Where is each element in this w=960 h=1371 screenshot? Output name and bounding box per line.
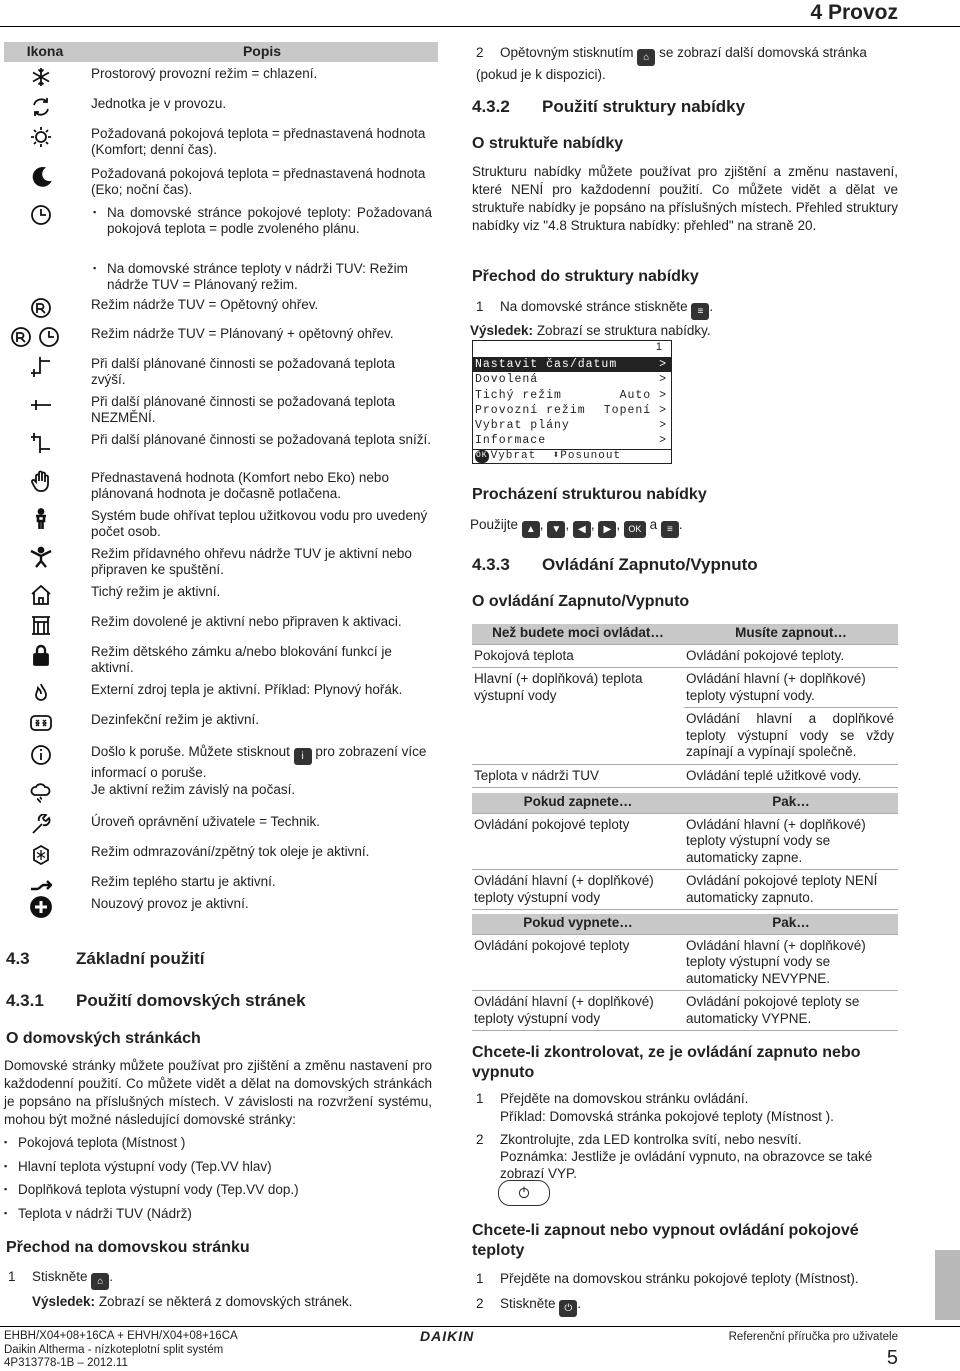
- icon-row: [4, 814, 438, 836]
- icon-desc: Požadovaná pokojová teplota = přednastavená hodnota (Eko; noční čas).: [91, 166, 426, 197]
- step-down-icon: [30, 432, 52, 454]
- icon-row: [4, 508, 438, 540]
- section-4-3-2-heading: 4.3.2 Použití struktury nabídky: [472, 97, 746, 116]
- onoff-table-2: [472, 793, 898, 910]
- icon-row: [4, 546, 438, 578]
- defrost-icon: [30, 844, 52, 866]
- holiday-icon: [30, 614, 52, 636]
- table-row: Teplota v nádrži TUV Ovládání teplé užitkové vody.: [472, 764, 898, 788]
- footer-product: Daikin Altherma - nízkoteplotní split systém: [4, 1343, 224, 1356]
- hot-start-icon: [30, 874, 52, 896]
- table-header: Pokud zapnete…: [472, 793, 684, 813]
- icon-row: [4, 614, 438, 636]
- icon-desc: Režim dětského zámku a/nebo blokování funkcí je aktivní.: [91, 644, 392, 675]
- icon-desc: Režim odmrazování/zpětný tok oleje je aktivní.: [91, 844, 370, 859]
- lcd-menu-item[interactable]: Vybrat plány >: [475, 419, 667, 433]
- icon-desc: Přednastavená hodnota (Komfort nebo Eko) nebo plánovaná hodnota je dočasně potlačena.: [91, 470, 389, 501]
- icon-row: [4, 297, 438, 319]
- col-icon-header: Ikona: [26, 43, 64, 60]
- menu-lcd-screen: [472, 340, 672, 464]
- reheat-icon: [30, 297, 52, 319]
- hand-icon: [30, 470, 52, 492]
- home-button-icon: ⌂: [637, 49, 655, 66]
- icon-desc: Prostorový provozní režim = chlazení.: [91, 66, 318, 81]
- icon-desc: Tichý režim je aktivní.: [91, 584, 221, 599]
- icon-desc: Došlo k poruše. Můžete stisknout i pro zobrazení více informací o poruše.: [91, 744, 427, 780]
- icon-row: [4, 712, 438, 734]
- icon-row: [4, 644, 438, 676]
- lcd-menu-item[interactable]: Nastavit čas/datum >: [473, 357, 671, 372]
- icon-desc: Režim přídavného ohřevu nádrže TUV je aktivní nebo připraven ke spuštění.: [91, 546, 412, 577]
- footer-divider: [0, 1326, 960, 1327]
- home-pages-list: [4, 1135, 299, 1229]
- page-number: 5: [886, 1347, 898, 1369]
- menu-button-icon: ≡: [661, 521, 679, 538]
- sun-icon: [30, 126, 52, 148]
- icon-desc: Při další plánované činnosti se požadovaná teplota zvýší.: [91, 356, 395, 387]
- icon-desc: Při další plánované činnosti se požadovaná teplota NEZMĚNÍ.: [91, 394, 395, 425]
- icon-row: [4, 394, 438, 426]
- browse-menu-text: Použijte ▲ , ▼ , ◀ , ▶ , OK a ≡ .: [470, 516, 683, 538]
- lcd-menu-item[interactable]: Provozní režim Topení >: [475, 403, 667, 417]
- up-button-icon: ▲: [522, 521, 540, 538]
- icon-desc: Požadovaná pokojová teplota = přednastavená hodnota (Komfort; denní čas).: [91, 126, 426, 157]
- list-item: ▪ Teplota v nádrži TUV (Nádrž): [4, 1206, 299, 1230]
- goto-home-result: Výsledek: Zobrazí se některá z domovských stránek.: [32, 1294, 353, 1309]
- table-header: Než budete moci ovládat…: [472, 624, 684, 644]
- lcd-menu-item[interactable]: Informace >: [475, 434, 667, 448]
- table-row: Ovládání pokojové teploty Ovládání hlavní (+ doplňkové) teploty výstupní vody se automaticky zapne.: [472, 813, 898, 870]
- table-row: Pokojová teplota Ovládání pokojové teploty.: [472, 644, 898, 668]
- chapter-title: 4 Provoz: [810, 1, 898, 24]
- icon-row: [4, 326, 438, 348]
- icon-row: [4, 96, 438, 118]
- browse-menu-heading: Procházení strukturou nabídky: [472, 486, 707, 503]
- powerful-icon: [30, 546, 52, 568]
- icon-row: [4, 682, 438, 704]
- home-step-2: 2 Opětovným stisknutím ⌂ se zobrazí další domovská stránka (pokud je k dispozici).: [476, 45, 867, 82]
- clock-icon: [30, 204, 52, 226]
- about-menu-text: Strukturu nabídky můžete používat pro zjištění a změnu nastavení, které NENÍ pro každodenní použití. Co můžete vidět a dělat ve struktuře nabídky je popsáno na příslušných místech. Přehled struktury nabídky viz "4.8 Struktura nabídky: přehled" na straně 20.: [472, 164, 898, 233]
- list-item: ▪ Hlavní teplota výstupní vody (Tep.VV hlav): [4, 1159, 299, 1183]
- icon-row: [4, 432, 438, 454]
- about-home-pages-text: Domovské stránky můžete používat pro zjištění a změnu nastavení pro každodenní použití. Co můžete vidět a dělat na domovských stránkách je popsáno na příslušných místech. V závislosti na rozvržení systému, mohou být možné následující domovské stránky:: [4, 1058, 432, 1127]
- emergency-icon: [30, 896, 52, 918]
- home-button-icon: ⌂: [91, 1273, 109, 1290]
- rotate-icon: [30, 96, 52, 118]
- check-step-1: 1 Přejděte na domovskou stránku ovládání.: [476, 1091, 749, 1106]
- header-divider: [0, 26, 960, 27]
- weather-icon: [30, 782, 52, 804]
- side-tab-marker: [935, 1250, 960, 1320]
- right-button-icon: ▶: [598, 521, 616, 538]
- quiet-house-icon: [30, 584, 52, 606]
- icon-row: [4, 470, 438, 502]
- check-step-2-note: Poznámka: Jestliže je ovládání vypnuto, na obrazovce se také zobrazí VYP.: [500, 1149, 873, 1181]
- power-icon: [499, 1181, 549, 1205]
- icon-desc: Úroveň oprávnění uživatele = Technik.: [91, 814, 321, 829]
- table-header: Pak…: [684, 793, 898, 813]
- check-step-2: 2 Zkontrolujte, zda LED kontrolka svítí, nebo nesvítí.: [476, 1132, 802, 1147]
- icon-desc: Externí zdroj tepla je aktivní. Příklad: Plynový hořák.: [91, 682, 403, 697]
- lcd-menu-item[interactable]: Dovolená >: [475, 373, 667, 387]
- icon-row: [4, 126, 438, 158]
- icon-desc: Dezinfekční režim je aktivní.: [91, 712, 260, 727]
- lcd-page-number: 1: [655, 341, 663, 353]
- icon-row: [4, 584, 438, 606]
- down-button-icon: ▼: [547, 521, 565, 538]
- table-row: Ovládání hlavní a doplňkové teploty výstupní vody se vždy zapínají a vypínají společně.: [472, 708, 898, 765]
- clock-icon: [38, 326, 60, 348]
- onoff-table-1: [472, 624, 898, 788]
- onoff-table-3: [472, 914, 898, 1031]
- goto-menu-result: Výsledek: Zobrazí se struktura nabídky.: [470, 323, 711, 338]
- icon-desc: ▪ Na domovské stránce teploty v nádrži TUV: Režim nádrže TUV = Plánovaný režim.: [86, 260, 432, 293]
- step-flat-icon: [30, 394, 52, 416]
- icon-desc: Nouzový provoz je aktivní.: [91, 896, 249, 911]
- footer-left: [4, 1330, 238, 1371]
- icon-row: [4, 260, 438, 293]
- disinfection-icon: [30, 712, 52, 734]
- list-item: ▪ Pokojová teplota (Místnost ): [4, 1135, 299, 1159]
- onoff-room-heading: Chcete-li zapnout nebo vypnout ovládání pokojové teploty: [472, 1222, 859, 1259]
- table-row: Ovládání hlavní (+ doplňkové) teploty výstupní vody Ovládání pokojové teploty NENÍ automaticky zapnuto.: [472, 870, 898, 910]
- person-icon: [30, 508, 52, 530]
- ok-button-icon: OK: [624, 521, 646, 538]
- goto-menu-step-1: 1 Na domovské stránce stiskněte ≡ .: [476, 298, 713, 320]
- table-row: Hlavní (+ doplňková) teplota výstupní vody Ovládání hlavní (+ doplňkové) teploty výstupní vody.: [472, 668, 898, 708]
- onoff-step-2: 2 Stiskněte ⏻ .: [476, 1295, 581, 1317]
- about-onoff-heading: O ovládání Zapnuto/Vypnuto: [472, 593, 690, 610]
- footer-guide: Referenční příručka pro uživatele: [728, 1331, 898, 1343]
- footer-model: EHBH/X04+08+16CA + EHVH/X04+08+16CA: [4, 1330, 238, 1342]
- table-header: Musíte zapnout…: [684, 624, 898, 644]
- reheat-clock-icon: [10, 326, 32, 348]
- up-down-icon: ⬍: [552, 449, 561, 462]
- flame-icon: [30, 682, 52, 704]
- icon-desc: Režim nádrže TUV = Opětovný ohřev.: [91, 297, 319, 312]
- icon-table: [4, 42, 438, 911]
- section-4-3-3-heading: 4.3.3 Ovládání Zapnuto/Vypnuto: [472, 555, 758, 574]
- list-item: ▪ Doplňková teplota výstupní vody (Tep.VV dop.): [4, 1182, 299, 1206]
- goto-menu-heading: Přechod do struktury nabídky: [472, 268, 699, 285]
- icon-desc: Jednotka je v provozu.: [91, 96, 227, 111]
- power-button-icon: ⏻: [559, 1300, 577, 1317]
- section-4-3-1-heading: 4.3.1 Použití domovských stránek: [6, 991, 306, 1010]
- lock-icon: [30, 644, 52, 666]
- footer-docno: 4P313778-1B – 2012.11: [4, 1357, 128, 1369]
- section-4-3-heading: 4.3 Základní použití: [6, 949, 205, 968]
- icon-row: [4, 896, 438, 918]
- icon-row: [4, 874, 438, 896]
- menu-button-icon: ≡: [691, 303, 709, 320]
- snowflake-icon: [30, 66, 52, 88]
- icon-desc: Režim dovolené je aktivní nebo připraven k aktivaci.: [91, 614, 402, 629]
- icon-row: [4, 844, 438, 866]
- info-button-icon: i: [294, 748, 312, 765]
- about-home-pages-heading: O domovských stránkách: [6, 1030, 201, 1047]
- power-button-illustration: [498, 1180, 550, 1206]
- check-onoff-heading: Chcete-li zkontrolovat, ze je ovládání zapnuto nebo vypnuto: [472, 1044, 861, 1081]
- about-menu-heading: O struktuře nabídky: [472, 135, 624, 152]
- daikin-logo: DAIKIN: [420, 1328, 475, 1344]
- icon-desc: Systém bude ohřívat teplou užitkovou vodu pro uvedený počet osob.: [91, 508, 428, 539]
- icon-row: [4, 356, 438, 388]
- goto-home-step-1: 1 Stiskněte ⌂ .: [8, 1268, 113, 1290]
- icon-row: [4, 66, 438, 88]
- table-header: Pak…: [684, 914, 898, 934]
- info-icon: [30, 744, 52, 766]
- table-row: Ovládání pokojové teploty Ovládání hlavní (+ doplňkové) teploty výstupní vody se automaticky NEVYPNE.: [472, 934, 898, 991]
- icon-desc: Režim nádrže TUV = Plánovaný + opětovný ohřev.: [91, 326, 394, 341]
- icon-row: [4, 204, 438, 237]
- table-row: Ovládání hlavní (+ doplňkové) teploty výstupní vody Ovládání pokojové teploty se automaticky VYPNE.: [472, 991, 898, 1031]
- icon-desc: Při další plánované činnosti se požadovaná teplota sníží.: [91, 432, 431, 447]
- icon-row: [4, 782, 438, 804]
- icon-row: [4, 744, 438, 781]
- icon-desc: Je aktivní režim závislý na počasí.: [91, 782, 296, 797]
- lcd-menu-item[interactable]: Tichý režim Auto >: [475, 388, 667, 402]
- icon-table-header: [4, 42, 438, 62]
- moon-icon: [30, 166, 52, 188]
- col-desc-header: Popis: [242, 43, 282, 60]
- left-button-icon: ◀: [573, 521, 591, 538]
- icon-desc: ▪ Na domovské stránce pokojové teploty: Požadovaná pokojová teplota = podle zvoleného plánu.: [86, 204, 432, 237]
- check-step-1-example: Příklad: Domovská stránka pokojové teploty (Místnost ).: [500, 1109, 834, 1124]
- onoff-step-1: 1 Přejděte na domovskou stránku pokojové teploty (Místnost).: [476, 1271, 859, 1286]
- icon-desc: Režim teplého startu je aktivní.: [91, 874, 276, 889]
- icon-row: [4, 166, 438, 198]
- lcd-footer: OK Vybrat ⬍ Posunout: [473, 449, 671, 463]
- wrench-icon: [30, 814, 52, 836]
- step-up-icon: [30, 356, 52, 378]
- goto-home-heading: Přechod na domovskou stránku: [6, 1239, 250, 1256]
- ok-icon: OK: [475, 450, 489, 463]
- table-header: Pokud vypnete…: [472, 914, 684, 934]
